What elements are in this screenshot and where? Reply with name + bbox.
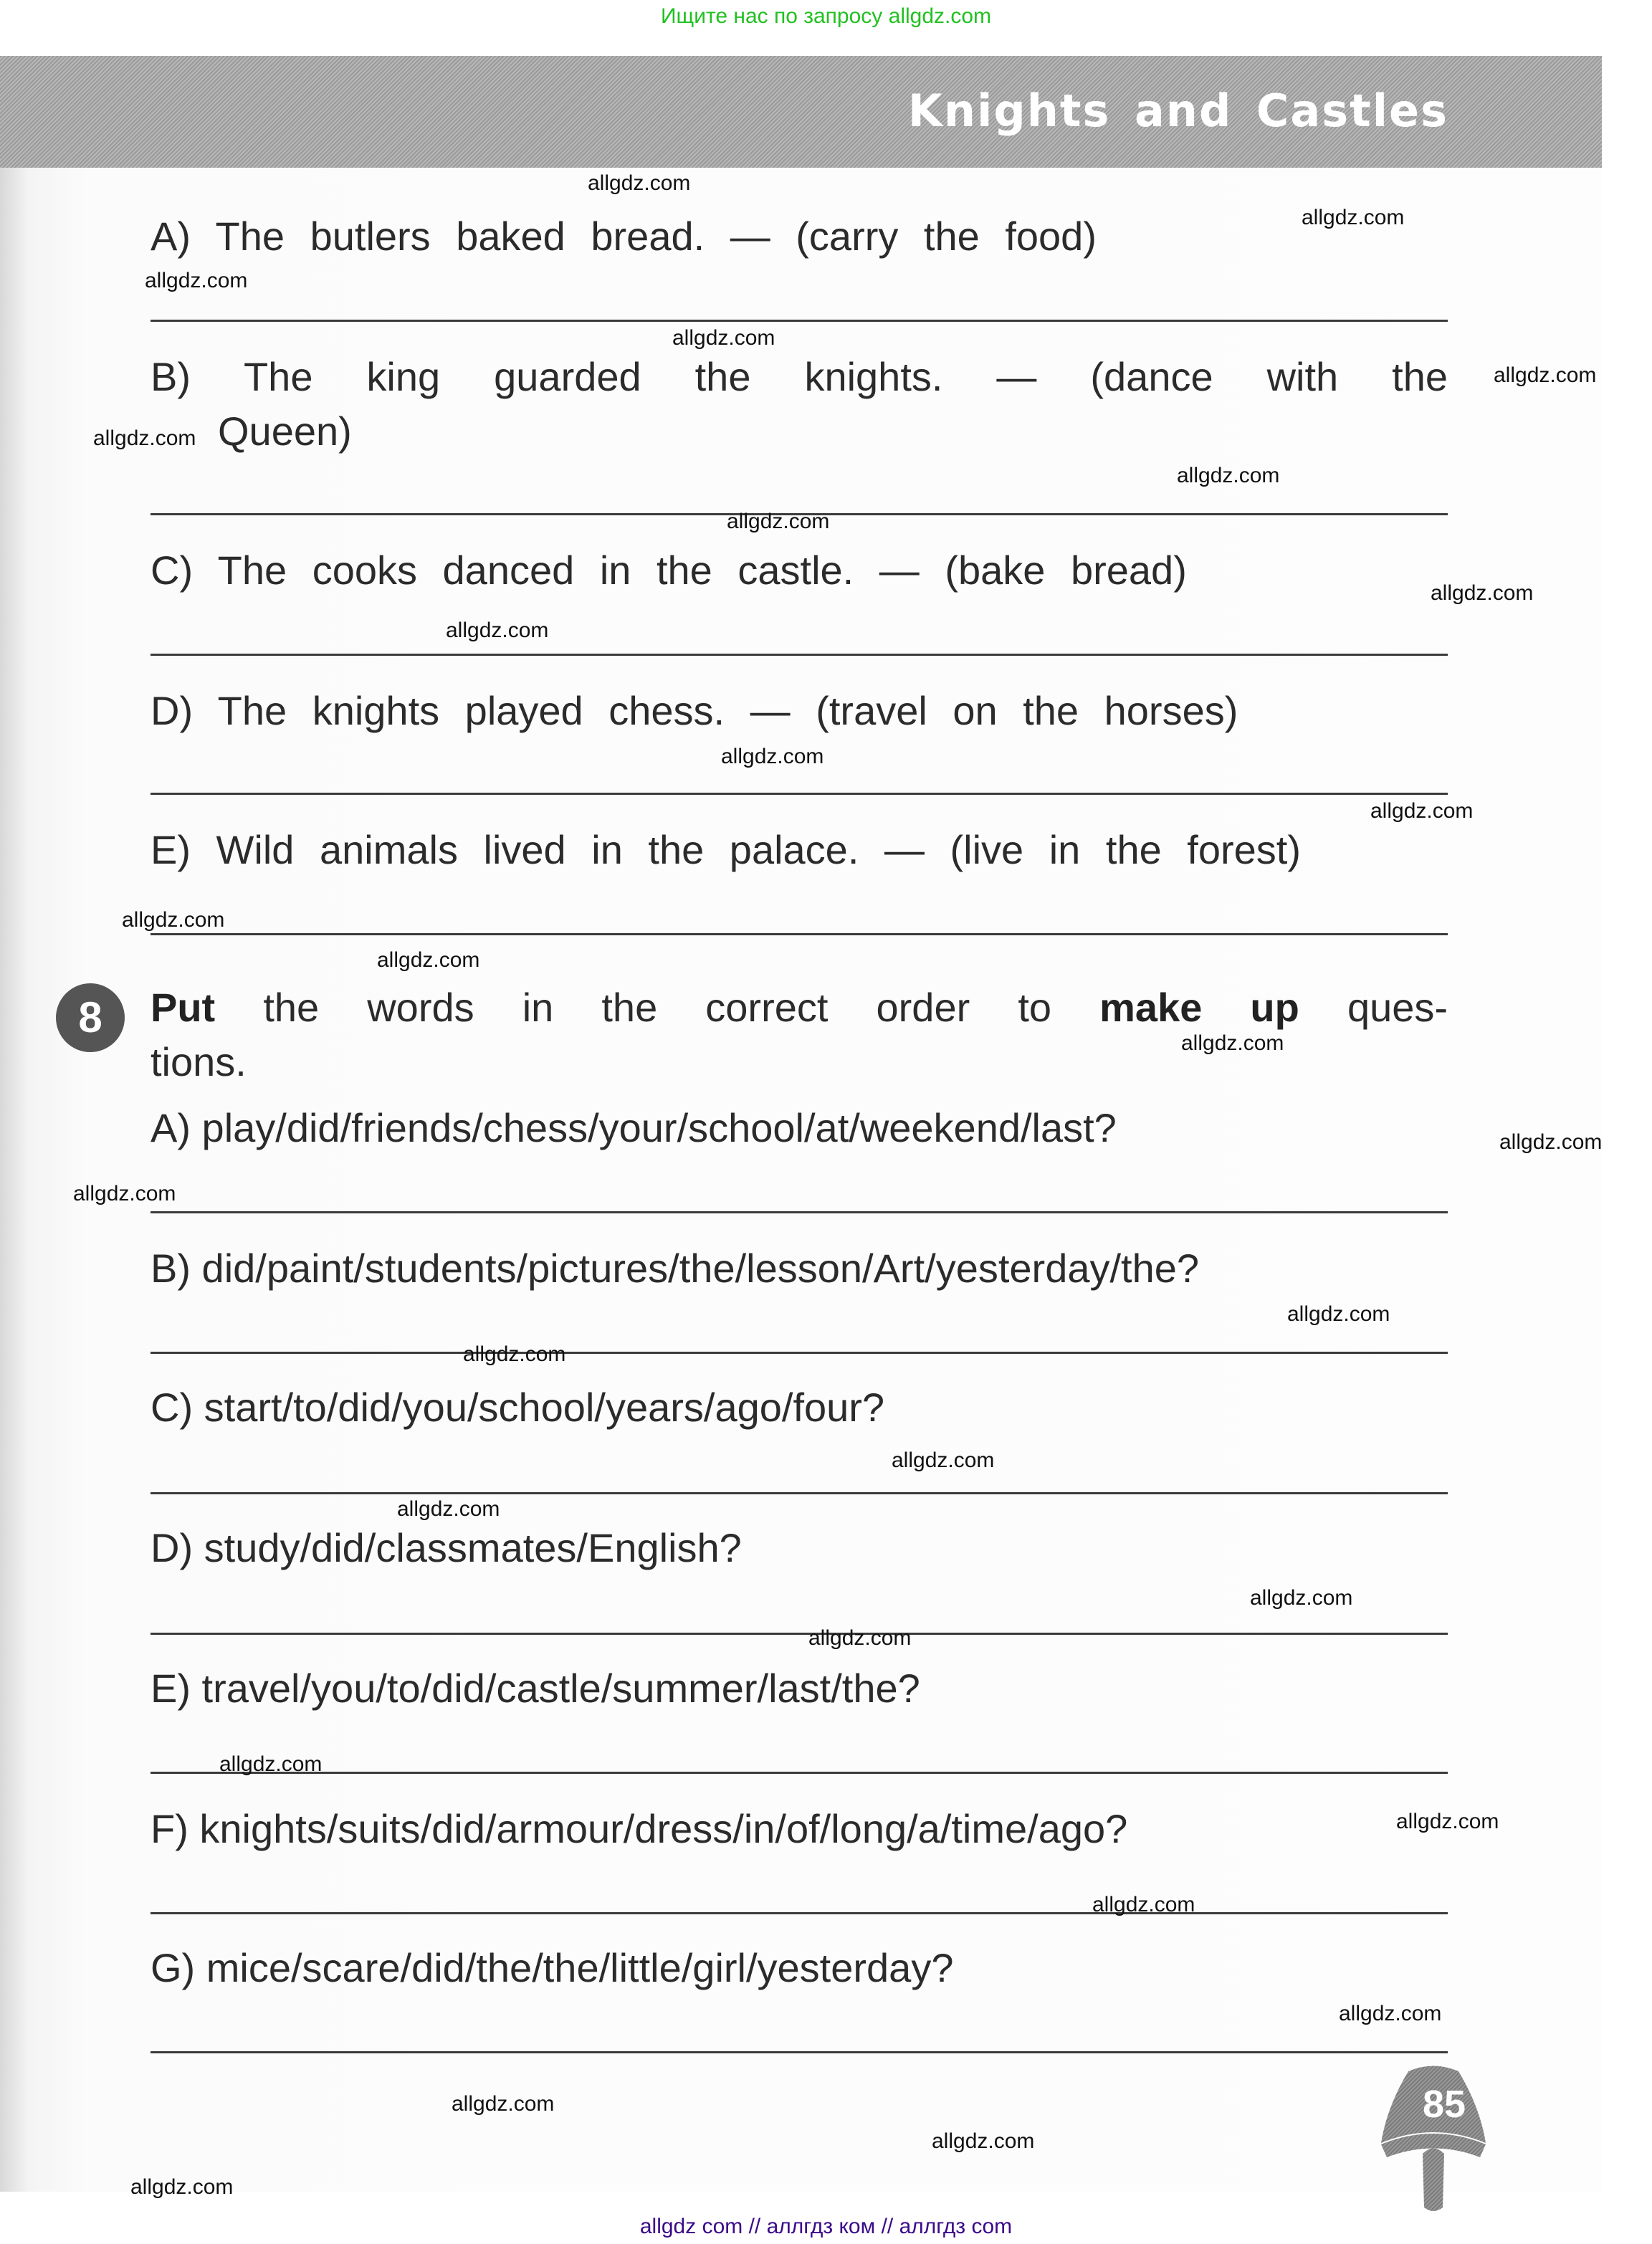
question-a: A) play/did/friends/chess/your/school/at/weekend/last? (151, 1105, 1117, 1150)
question-c: C) start/to/did/you/school/years/ago/four? (151, 1385, 885, 1430)
watermark: allgdz.com (808, 1626, 912, 1650)
answer-line (151, 1211, 1448, 1213)
exercise-item-a: A) The butlers baked bread. — (carry the food) (151, 214, 1097, 259)
watermark: allgdz.com (721, 745, 824, 768)
answer-line (151, 1633, 1448, 1635)
question-f: F) knights/suits/did/armour/dress/in/of/long/a/time/ago? (151, 1806, 1128, 1851)
answer-line (151, 320, 1448, 322)
watermark: allgdz.com (377, 948, 480, 972)
watermark: allgdz.com (892, 1448, 995, 1472)
question-e: E) travel/you/to/did/castle/summer/last/the? (151, 1666, 920, 1711)
watermark: allgdz.com (1396, 1810, 1499, 1833)
answer-line (151, 1772, 1448, 1774)
exercise-item-d: D) The knights played chess. — (travel on the horses) (151, 688, 1238, 733)
watermark: allgdz.com (446, 619, 549, 642)
watermark: allgdz.com (1092, 1893, 1195, 1916)
watermark: allgdz.com (73, 1182, 176, 1205)
instruction-bold: Put (151, 985, 216, 1030)
exercise-item-e: E) Wild animals lived in the palace. — (live in the forest) (151, 827, 1301, 872)
watermark: allgdz.com (1494, 363, 1597, 387)
instruction-text: ques- (1347, 985, 1448, 1030)
answer-line (151, 1352, 1448, 1354)
watermark: allgdz.com (932, 2129, 1035, 2153)
watermark: allgdz.com (122, 908, 225, 932)
watermark: allgdz.com (1287, 1302, 1390, 1326)
watermark: allgdz.com (397, 1497, 500, 1521)
chapter-title: Knights and Castles (907, 85, 1448, 137)
watermark: allgdz.com (1302, 206, 1405, 229)
exercise-item-b-cont: Queen) (218, 409, 352, 454)
watermark: allgdz.com (1250, 1586, 1353, 1610)
answer-line (151, 654, 1448, 656)
watermark: allgdz.com (145, 269, 248, 292)
watermark: allgdz.com (588, 171, 691, 195)
answer-line (151, 793, 1448, 795)
exercise-instruction-cont: tions. (151, 1039, 247, 1084)
exercise-instruction (151, 985, 1448, 1030)
watermark: allgdz.com (1370, 799, 1474, 823)
answer-line (151, 2051, 1448, 2053)
watermark: allgdz.com (130, 2175, 234, 2199)
watermark: allgdz.com (727, 510, 830, 533)
answer-line (151, 1912, 1448, 1914)
question-d: D) study/did/classmates/English? (151, 1525, 742, 1570)
watermark: allgdz.com (93, 426, 196, 450)
instruction-text: the words in the correct order to (263, 985, 1052, 1030)
watermark: allgdz.com (1499, 1130, 1603, 1154)
question-b: B) did/paint/students/pictures/the/lesson/Art/yesterday/the? (151, 1246, 1200, 1291)
bottom-note: allgdz com // аллгдз ком // аллгдз com (639, 2215, 1013, 2238)
answer-line (151, 933, 1448, 935)
instruction-bold: make up (1099, 985, 1299, 1030)
watermark: allgdz.com (672, 326, 775, 350)
exercise-item-b: B) The king guarded the knights. — (dance with the (151, 354, 1448, 399)
watermark: allgdz.com (1177, 464, 1280, 487)
answer-line (151, 1492, 1448, 1494)
watermark: allgdz.com (1339, 2002, 1442, 2025)
watermark: allgdz.com (219, 1752, 323, 1776)
top-note: Ищите нас по запросу allgdz.com (660, 4, 992, 28)
watermark: allgdz.com (452, 2092, 555, 2116)
question-g: G) mice/scare/did/the/the/little/girl/yesterday? (151, 1945, 954, 1990)
watermark: allgdz.com (1431, 581, 1534, 605)
watermark: allgdz.com (1181, 1031, 1284, 1055)
exercise-number-badge: 8 (56, 983, 125, 1052)
chapter-header (0, 56, 1602, 168)
page-number: 85 (1423, 2083, 1466, 2126)
exercise-item-c: C) The cooks danced in the castle. — (bake bread) (151, 548, 1187, 593)
watermark: allgdz.com (463, 1342, 566, 1366)
